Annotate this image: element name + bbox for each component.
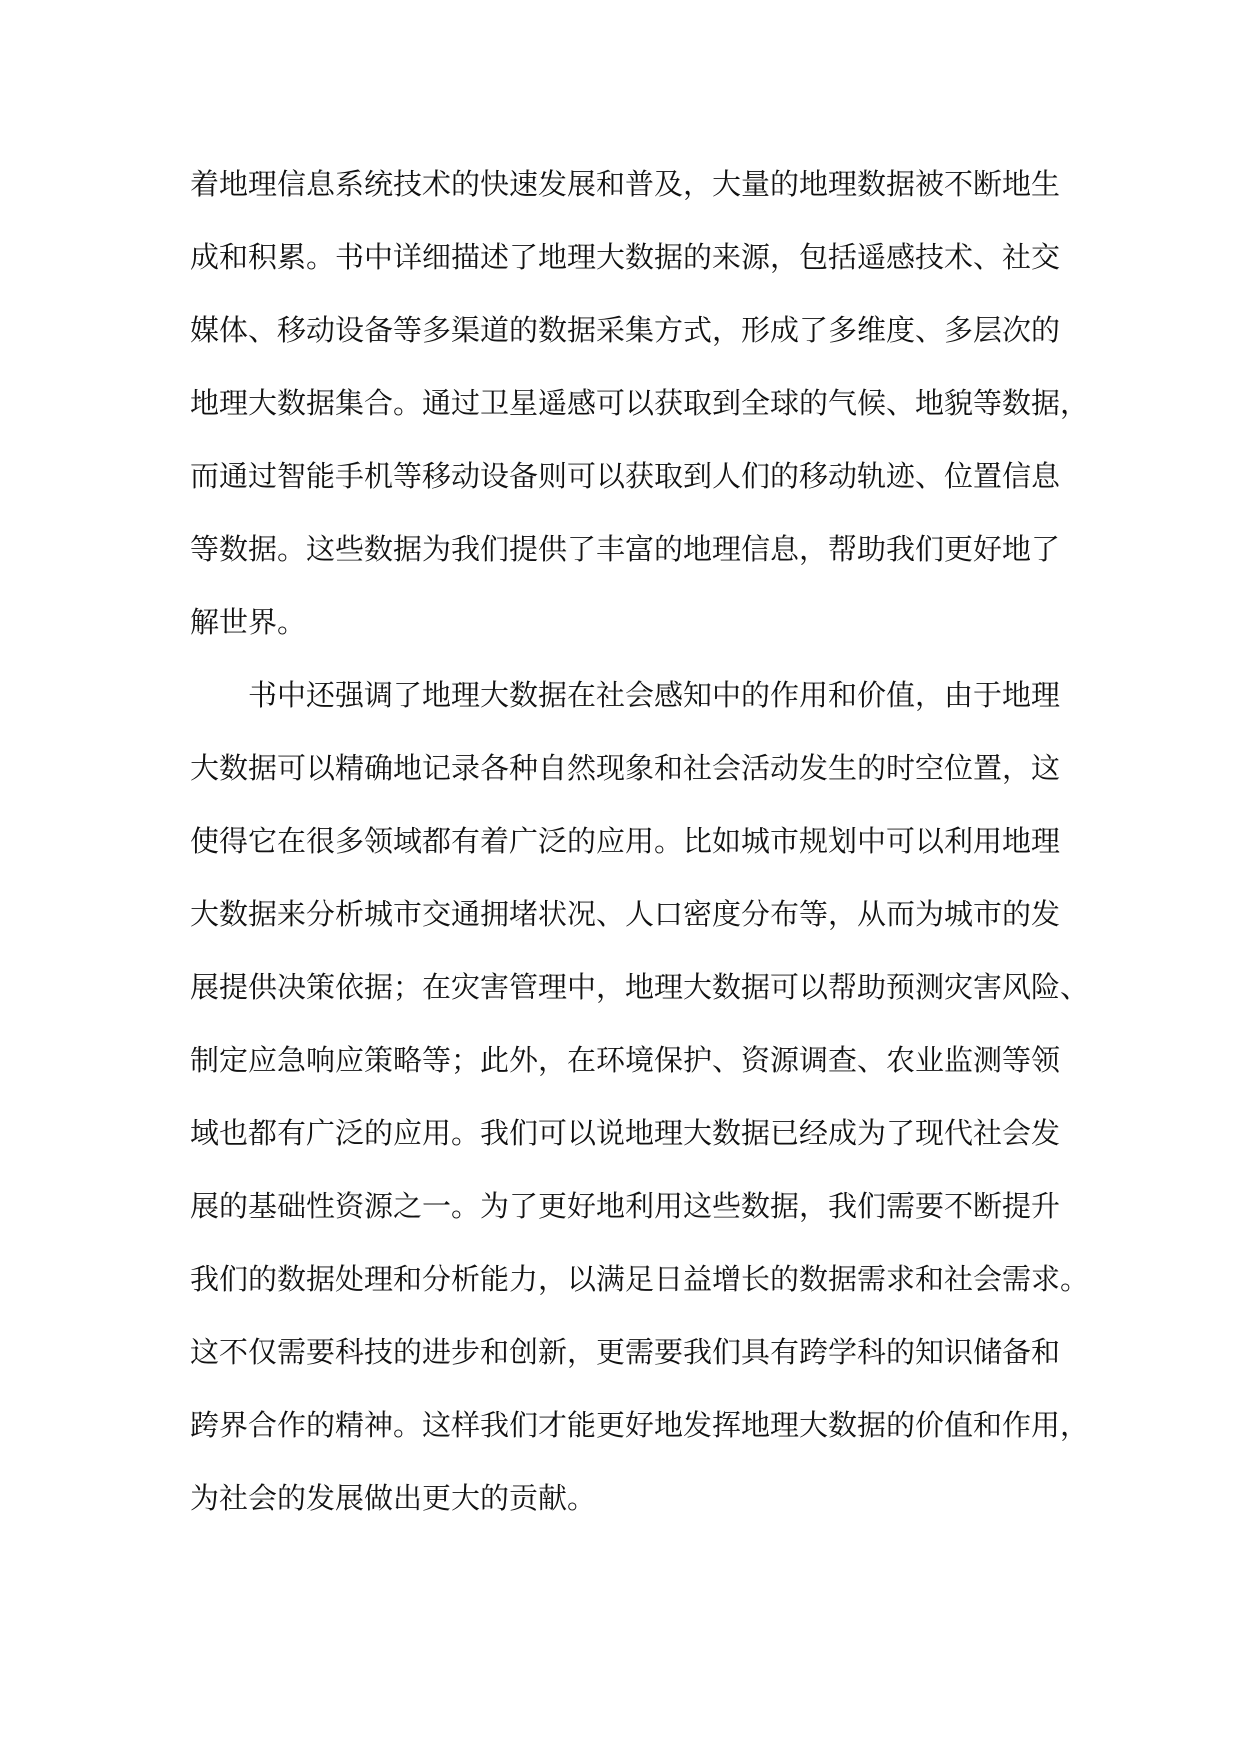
paragraph-line: 这不仅需要科技的进步和创新，更需要我们具有跨学科的知识储备和	[190, 1335, 1061, 1369]
paragraph-line: 大数据可以精确地记录各种自然现象和社会活动发生的时空位置，这	[190, 751, 1061, 785]
paragraph-line: 解世界。	[190, 605, 307, 639]
paragraph-line: 展提供决策依据；在灾害管理中，地理大数据可以帮助预测灾害风险、	[190, 970, 1090, 1004]
paragraph-line: 成和积累。书中详细描述了地理大数据的来源，包括遥感技术、社交	[190, 240, 1061, 274]
paragraph-line: 等数据。这些数据为我们提供了丰富的地理信息，帮助我们更好地了	[190, 532, 1061, 566]
paragraph-line: 媒体、移动设备等多渠道的数据采集方式，形成了多维度、多层次的	[190, 313, 1061, 347]
paragraph-line: 制定应急响应策略等；此外，在环境保护、资源调查、农业监测等领	[190, 1043, 1061, 1077]
body-text	[190, 148, 1090, 1535]
paragraph-line: 域也都有广泛的应用。我们可以说地理大数据已经成为了现代社会发	[190, 1116, 1061, 1150]
paragraph-line: 跨界合作的精神。这样我们才能更好地发挥地理大数据的价值和作用，	[190, 1408, 1090, 1442]
paragraph-line: 书中还强调了地理大数据在社会感知中的作用和价值，由于地理	[248, 678, 1061, 712]
paragraph-line: 使得它在很多领域都有着广泛的应用。比如城市规划中可以利用地理	[190, 824, 1061, 858]
paragraph-line: 着地理信息系统技术的快速发展和普及，大量的地理数据被不断地生	[190, 167, 1061, 201]
paragraph-line: 地理大数据集合。通过卫星遥感可以获取到全球的气候、地貌等数据，	[190, 386, 1090, 420]
paragraph-line: 展的基础性资源之一。为了更好地利用这些数据，我们需要不断提升	[190, 1189, 1061, 1223]
paragraph-line: 为社会的发展做出更大的贡献。	[190, 1481, 597, 1515]
paragraph-1	[190, 148, 1090, 659]
paragraph-2	[190, 659, 1090, 1535]
paragraph-line: 而通过智能手机等移动设备则可以获取到人们的移动轨迹、位置信息	[190, 459, 1061, 493]
paragraph-line: 我们的数据处理和分析能力，以满足日益增长的数据需求和社会需求。	[190, 1262, 1090, 1296]
paragraph-line: 大数据来分析城市交通拥堵状况、人口密度分布等，从而为城市的发	[190, 897, 1061, 931]
